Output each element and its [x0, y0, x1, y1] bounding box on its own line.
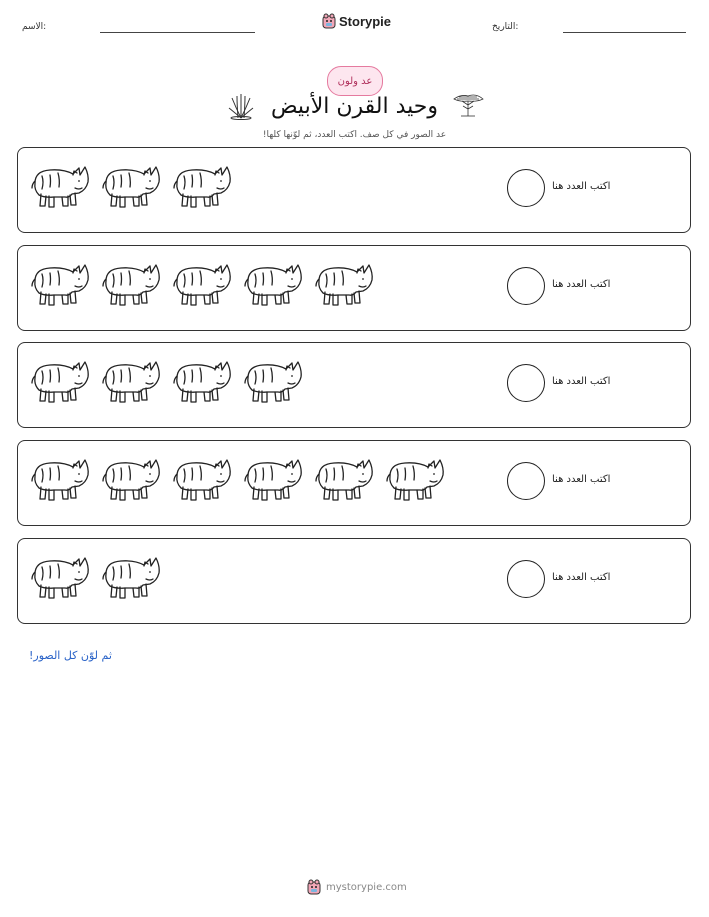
- footer-site: [307, 879, 407, 895]
- instructions: عد الصور في كل صف. اكتب العدد، ثم لوّنها كلها!: [262, 130, 447, 140]
- write-number-label: اكتب العدد هنا: [552, 474, 611, 485]
- count-row: [17, 147, 691, 233]
- count-row: [17, 440, 691, 526]
- rhino-icon: [101, 357, 163, 405]
- rhino-icon: [101, 455, 163, 503]
- rhino-icon: [314, 260, 376, 308]
- count-row: [17, 245, 691, 331]
- answer-circle[interactable]: [507, 364, 545, 402]
- name-line[interactable]: [100, 32, 255, 33]
- storypie-logo-icon: [307, 879, 321, 895]
- rhino-icon: [243, 260, 305, 308]
- rhino-icon: [101, 162, 163, 210]
- write-number-label: اكتب العدد هنا: [552, 181, 611, 192]
- rhino-icon: [172, 162, 234, 210]
- answer-circle[interactable]: [507, 462, 545, 500]
- answer-circle[interactable]: [507, 169, 545, 207]
- count-and-color-badge: عد ولون: [327, 66, 383, 96]
- date-label: التاريخ:: [492, 22, 519, 32]
- storypie-logo-icon: [322, 13, 336, 29]
- rhino-icon: [243, 455, 305, 503]
- rhino-icon: [30, 162, 92, 210]
- count-row: [17, 342, 691, 428]
- rhino-icon: [314, 455, 376, 503]
- write-number-label: اكتب العدد هنا: [552, 376, 611, 387]
- rhino-icon: [385, 455, 447, 503]
- footer-site-text: mystorypie.com: [326, 881, 407, 893]
- rhino-icon: [30, 357, 92, 405]
- answer-circle[interactable]: [507, 267, 545, 305]
- rhino-icon: [172, 357, 234, 405]
- storypie-logo: [322, 13, 391, 29]
- logo-text: Storypie: [339, 13, 392, 29]
- rhino-icon: [172, 260, 234, 308]
- write-number-label: اكتب العدد هنا: [552, 572, 611, 583]
- rhino-icon: [101, 260, 163, 308]
- page-title: وحيد القرن الأبيض: [270, 94, 438, 119]
- rhino-icon: [30, 553, 92, 601]
- rhino-icon: [30, 260, 92, 308]
- date-line[interactable]: [563, 32, 686, 33]
- footer-instruction: ثم لوّن كل الصور!: [29, 649, 112, 662]
- write-number-label: اكتب العدد هنا: [552, 279, 611, 290]
- answer-circle[interactable]: [507, 560, 545, 598]
- count-row: [17, 538, 691, 624]
- rhino-icon: [30, 455, 92, 503]
- rhino-icon: [243, 357, 305, 405]
- rhino-icon: [101, 553, 163, 601]
- name-label: الاسم:: [22, 22, 47, 32]
- rhino-icon: [172, 455, 234, 503]
